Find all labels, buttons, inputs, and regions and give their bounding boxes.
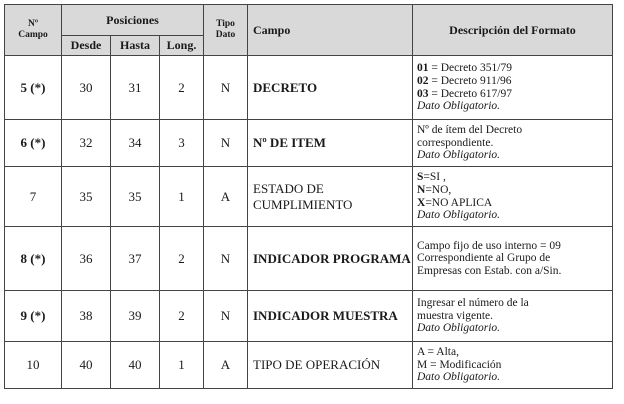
table-row <box>5 120 613 167</box>
row-desde: 32 <box>62 120 111 167</box>
row-num: 7 <box>5 167 62 227</box>
table-row <box>5 227 613 291</box>
row-num: 6 (*) <box>5 120 62 167</box>
row-desc: S=SI , N=NO, X=NO APLICA Dato Obligatorio. <box>413 167 613 227</box>
header-campo: Campo <box>248 5 413 56</box>
header-hasta: Hasta <box>111 36 160 56</box>
row-long: 2 <box>160 56 204 120</box>
row-hasta: 39 <box>111 291 160 342</box>
row-long: 3 <box>160 120 204 167</box>
row-num: 9 (*) <box>5 291 62 342</box>
row-hasta: 40 <box>111 342 160 389</box>
row-desc: Nº de ítem del Decreto correspondiente. Dato Obligatorio. <box>413 120 613 167</box>
row-campo: TIPO DE OPERACIÓN <box>248 342 413 389</box>
header-long: Long. <box>160 36 204 56</box>
row-tipo: A <box>204 342 248 389</box>
row-long: 2 <box>160 227 204 291</box>
header-posiciones: Posiciones <box>62 5 204 36</box>
row-campo: INDICADOR PROGRAMA <box>248 227 413 291</box>
row-desde: 38 <box>62 291 111 342</box>
row-tipo: N <box>204 227 248 291</box>
table-row <box>5 56 613 120</box>
row-desde: 40 <box>62 342 111 389</box>
row-hasta: 35 <box>111 167 160 227</box>
row-desc: Ingresar el número de la muestra vigente. Dato Obligatorio. <box>413 291 613 342</box>
table-row <box>5 291 613 342</box>
row-long: 1 <box>160 342 204 389</box>
row-long: 2 <box>160 291 204 342</box>
row-tipo: N <box>204 291 248 342</box>
table-row <box>5 342 613 389</box>
header-descripcion: Descripción del Formato <box>413 5 613 56</box>
row-desc: Campo fijo de uso interno = 09 Correspondiente al Grupo de Empresas con Estab. con a/Sin. <box>413 227 613 291</box>
header-campo-num: Nº Campo <box>5 5 62 56</box>
header-row <box>5 5 613 36</box>
table-row <box>5 167 613 227</box>
header-desde: Desde <box>62 36 111 56</box>
header-tipo-dato: Tipo Dato <box>204 5 248 56</box>
row-desde: 30 <box>62 56 111 120</box>
row-desde: 36 <box>62 227 111 291</box>
row-hasta: 34 <box>111 120 160 167</box>
row-hasta: 37 <box>111 227 160 291</box>
row-desc: A = Alta, M = Modificación Dato Obligatorio. <box>413 342 613 389</box>
row-num: 8 (*) <box>5 227 62 291</box>
row-campo: DECRETO <box>248 56 413 120</box>
row-campo: Nº DE ITEM <box>248 120 413 167</box>
row-tipo: N <box>204 56 248 120</box>
row-hasta: 31 <box>111 56 160 120</box>
row-tipo: N <box>204 120 248 167</box>
row-tipo: A <box>204 167 248 227</box>
row-num: 10 <box>5 342 62 389</box>
row-desde: 35 <box>62 167 111 227</box>
row-long: 1 <box>160 167 204 227</box>
row-campo: INDICADOR MUESTRA <box>248 291 413 342</box>
row-desc: 01 = Decreto 351/79 02 = Decreto 911/96 03 = Decreto 617/97 Dato Obligatorio. <box>413 56 613 120</box>
row-num: 5 (*) <box>5 56 62 120</box>
row-campo: ESTADO DE CUMPLIMIENTO <box>248 167 413 227</box>
format-table <box>4 4 613 389</box>
